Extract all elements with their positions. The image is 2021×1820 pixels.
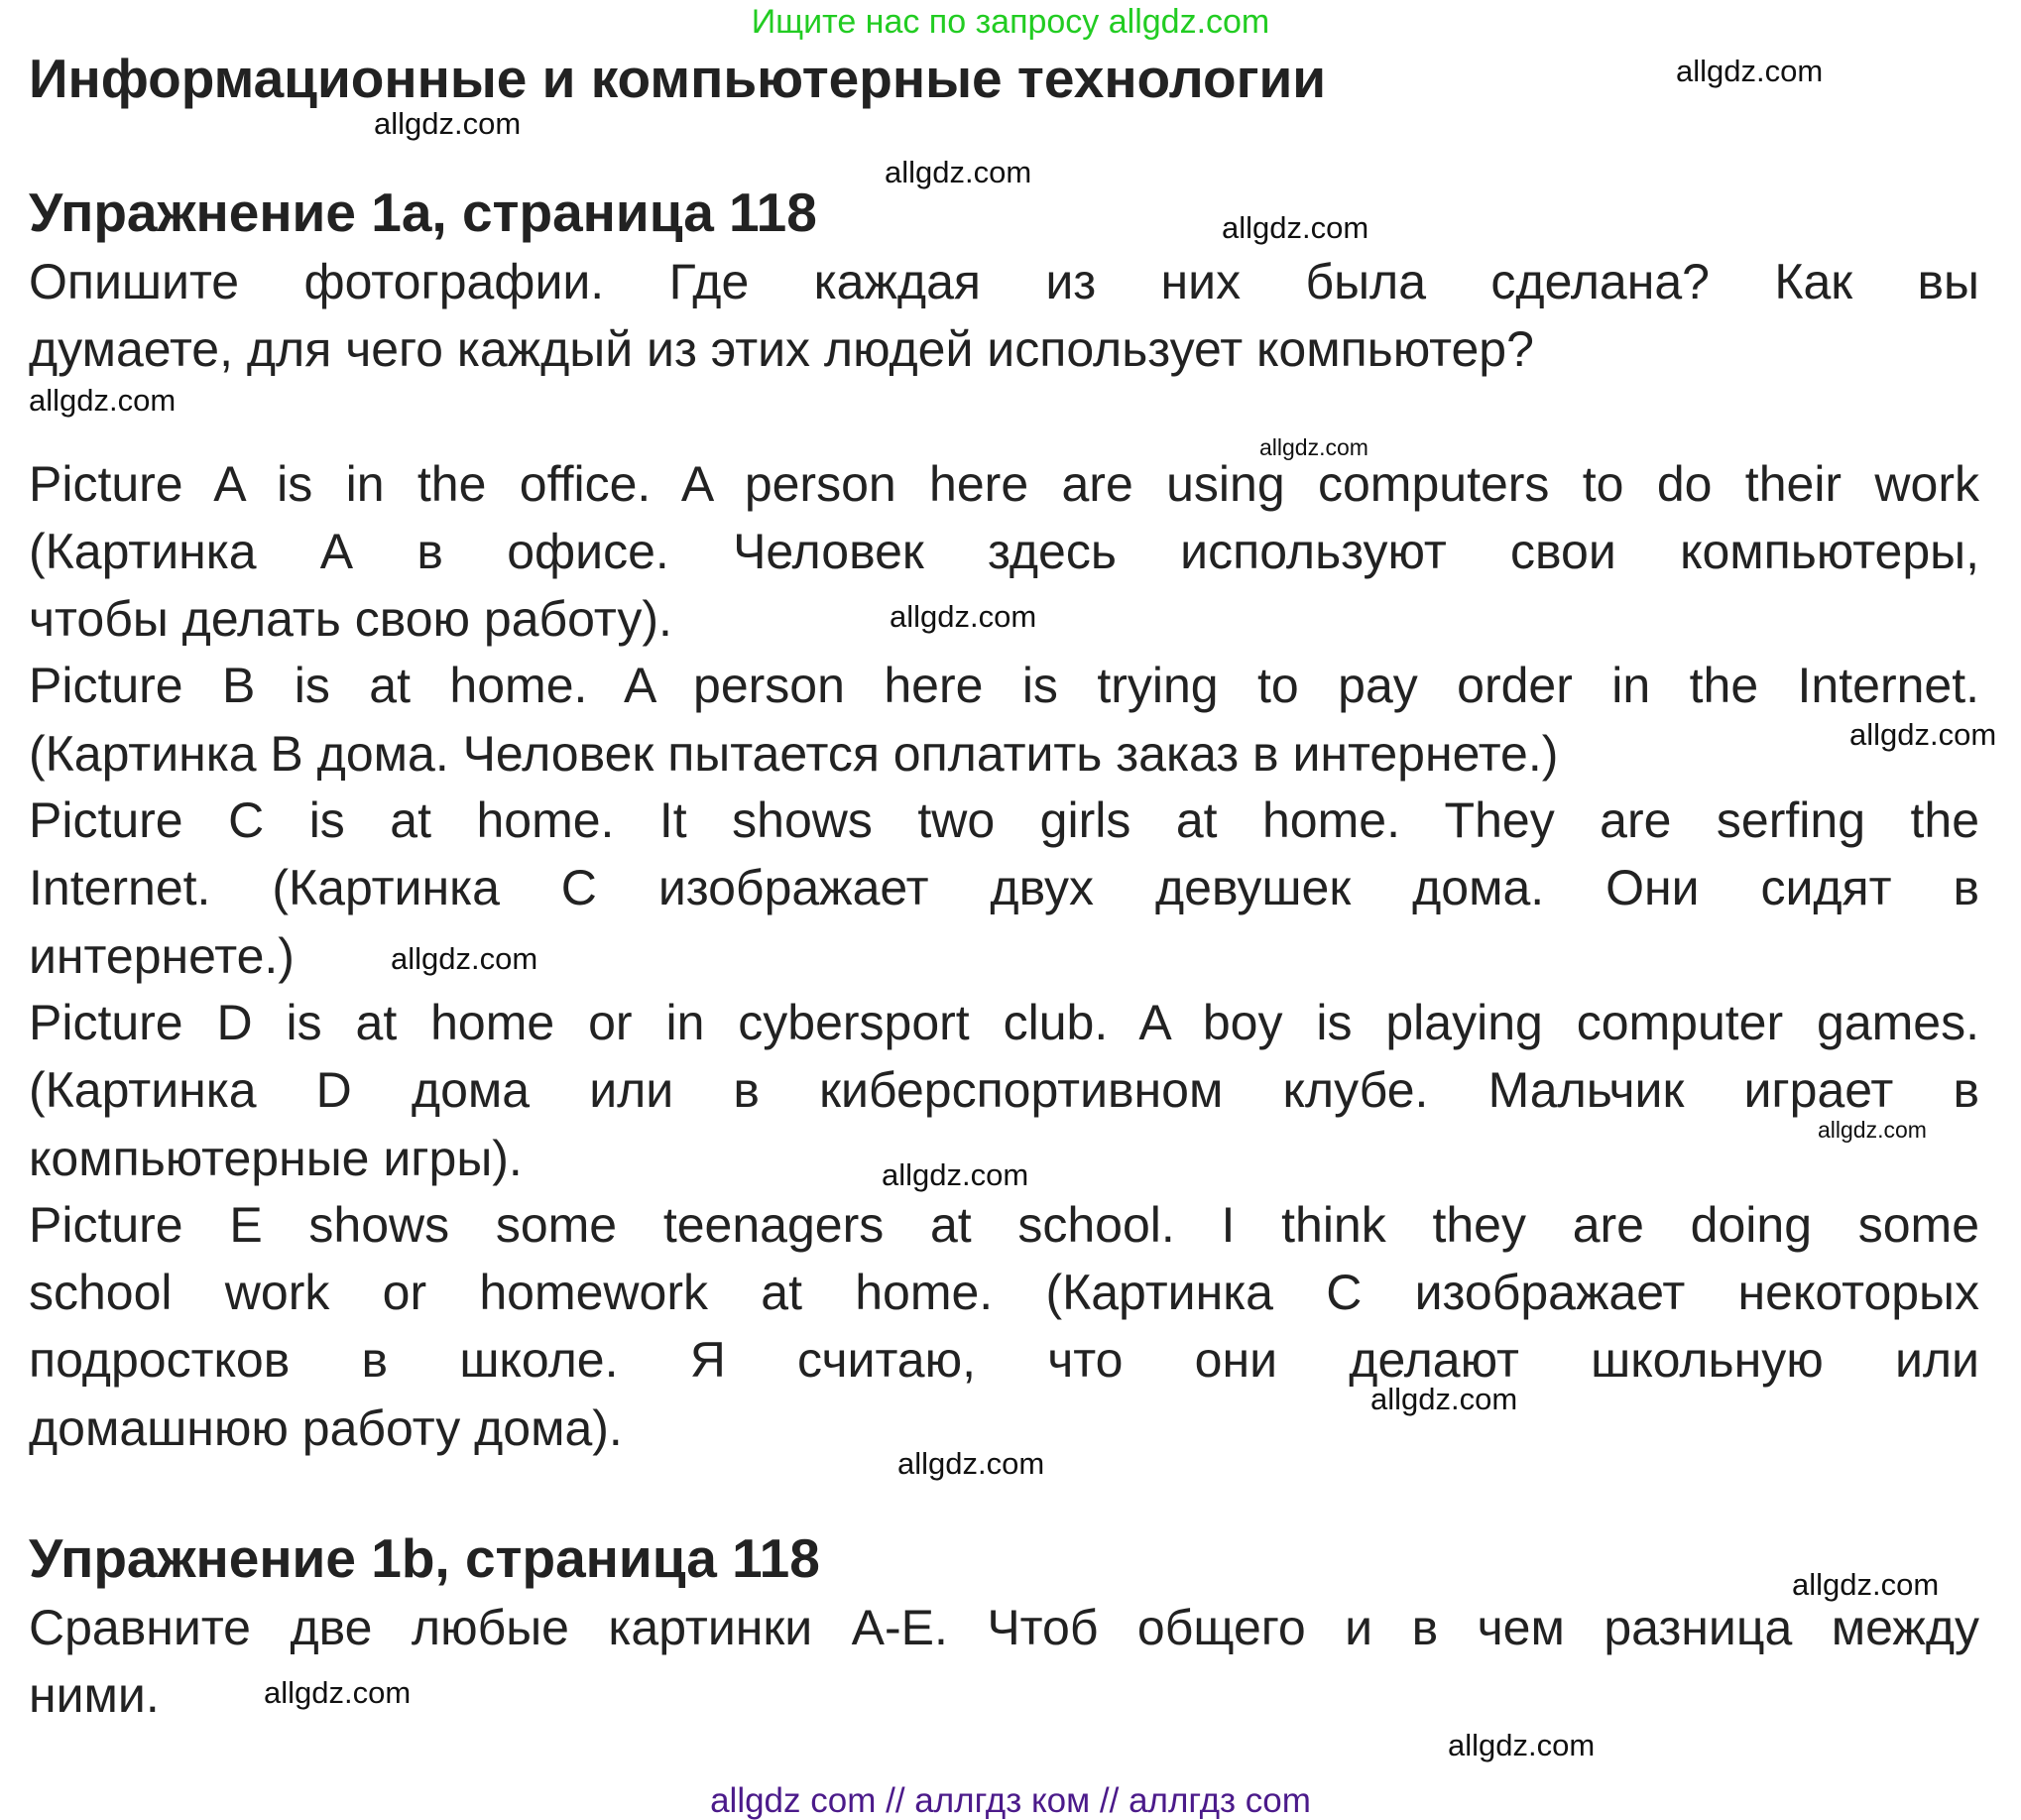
watermark-text: allgdz.com (1818, 1117, 1927, 1143)
answer-line: Picture B is at home. A person here is trying to pay order in the Internet. (29, 658, 1979, 713)
answer-line: чтобы делать свою работу). (29, 591, 672, 647)
task-line: Опишите фотографии. Где каждая из них была сделана? Как вы (29, 254, 1979, 309)
watermark-text: allgdz.com (1259, 434, 1368, 460)
exercise-1b-heading: Упражнение 1b, страница 118 (29, 1527, 820, 1589)
answer-line: домашнюю работу дома). (29, 1400, 623, 1456)
watermark-text: allgdz.com (1676, 54, 1824, 88)
answer-line: school work or homework at home. (Картинка С изображает некоторых (29, 1265, 1979, 1320)
task-line: ними. (29, 1667, 160, 1723)
answer-line: Picture E shows some teenagers at school. I think they are doing some (29, 1197, 1979, 1253)
answer-line: Picture C is at home. It shows two girls at home. They are serfing the (29, 792, 1979, 848)
answer-line: Picture A is in the office. A person here are using computers to do their work (29, 456, 1979, 512)
promo-banner: Ищите нас по запросу allgdz.com (751, 3, 1270, 41)
answer-line: подростков в школе. Я считаю, что они делают школьную или (29, 1332, 1979, 1388)
footer-links: allgdz com // аллгдз ком // аллгдз com (710, 1781, 1311, 1820)
task-line: думаете, для чего каждый из этих людей использует компьютер? (29, 321, 1534, 377)
watermark-text: allgdz.com (391, 941, 538, 976)
watermark-text: allgdz.com (885, 155, 1032, 189)
answer-line: Internet. (Картинка С изображает двух девушек дома. Они сидят в (29, 860, 1979, 915)
answer-line: компьютерные игры). (29, 1131, 523, 1186)
answer-line: (Картинка А в офисе. Человек здесь используют свои компьютеры, (29, 524, 1979, 579)
watermark-text: allgdz.com (890, 599, 1037, 634)
answer-line: (Картинка D дома или в киберспортивном клубе. Мальчик играет в (29, 1062, 1979, 1118)
watermark-text: allgdz.com (1849, 717, 1997, 752)
task-line: Сравните две любые картинки А-Е. Чтоб общего и в чем разница между (29, 1600, 1979, 1655)
watermark-text: allgdz.com (29, 383, 177, 418)
watermark-text: allgdz.com (1370, 1382, 1518, 1416)
watermark-text: allgdz.com (1222, 210, 1369, 245)
page-title: Информационные и компьютерные технологии (29, 48, 1327, 109)
watermark-text: allgdz.com (264, 1675, 412, 1710)
watermark-text: allgdz.com (374, 106, 522, 141)
answer-line: (Картинка В дома. Человек пытается оплатить заказ в интернете.) (29, 726, 1559, 782)
watermark-text: allgdz.com (897, 1446, 1045, 1481)
answer-line: интернете.) (29, 928, 295, 984)
watermark-text: allgdz.com (882, 1157, 1029, 1192)
watermark-text: allgdz.com (1448, 1728, 1596, 1762)
answer-line: Picture D is at home or in cybersport club. A boy is playing computer games. (29, 995, 1979, 1050)
exercise-1a-heading: Упражнение 1a, страница 118 (29, 182, 817, 243)
watermark-text: allgdz.com (1792, 1567, 1940, 1602)
